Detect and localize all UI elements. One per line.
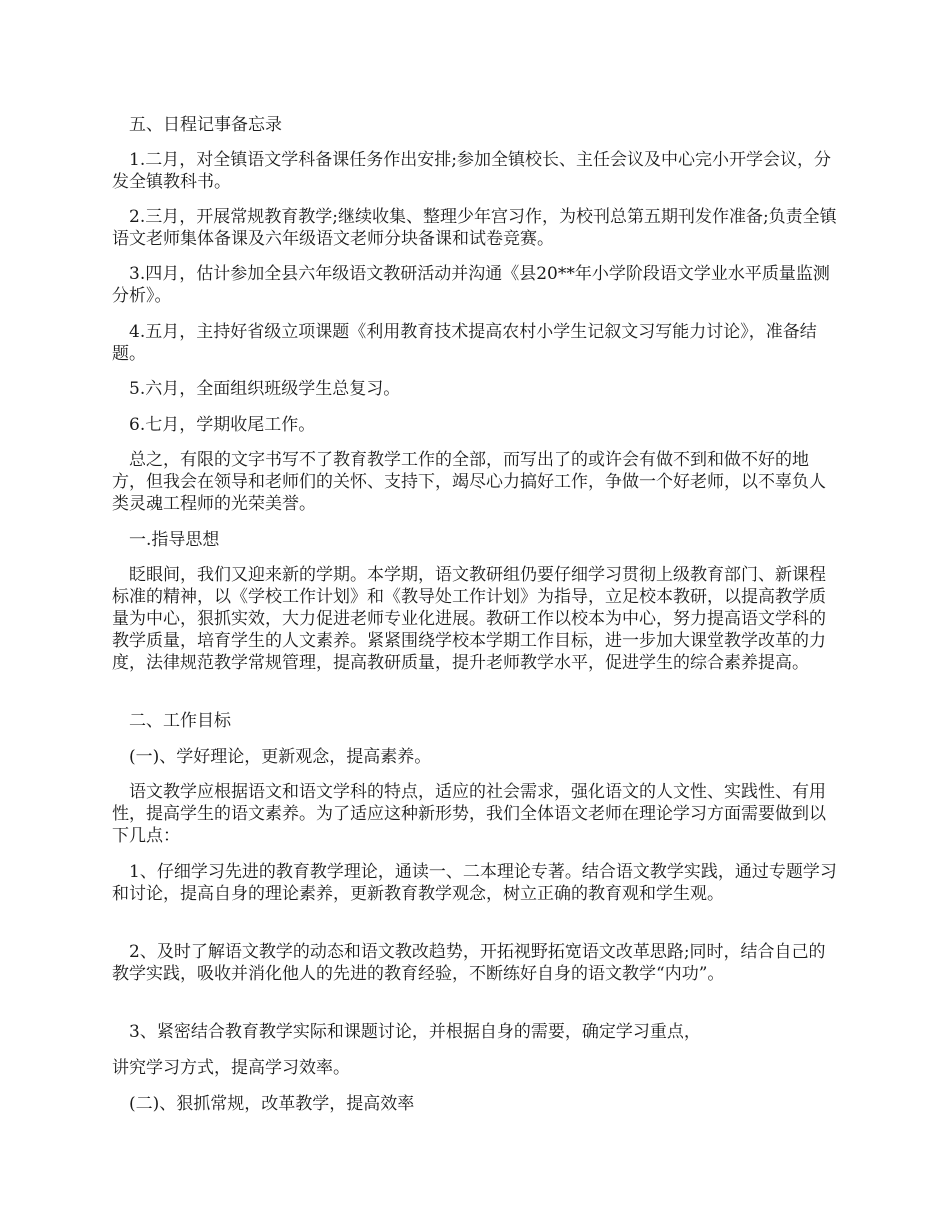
paragraph-chinese-teaching: 语文教学应根据语文和语文学科的特点，适应的社会需求，强化语文的人文性、实践性、有用性，提高学生的语文素养。为了适应这种新形势，我们全体语文老师在理论学习方面需要做到以下几点： xyxy=(112,782,826,846)
list-item-3: 3、紧密结合教育教学实际和课题讨论，并根据自身的需要，确定学习重点， xyxy=(112,1022,701,1042)
paragraph-april: 3.四月，估计参加全县六年级语文教研活动并沟通《县20**年小学阶段语文学业水平质量监测分析》。 xyxy=(112,264,830,306)
section-heading-work-goals: 二、工作目标 xyxy=(112,711,231,731)
paragraph-summary: 总之，有限的文字书写不了教育教学工作的全部，而写出了的或许会有做不到和做不好的地方，但我会在领导和老师们的关怀、支持下，竭尽心力搞好工作，争做一个好老师，以不辜负人类灵魂工程师的光荣美誉。 xyxy=(112,450,826,514)
list-item-2: 2、及时了解语文教学的动态和语文教改趋势，开拓视野拓宽语文改革思路;同时，结合自己的教学实践，吸收并消化他人的先进的教育经验，不断练好自身的语文教学“内功”。 xyxy=(112,942,826,984)
section-heading-guiding-ideology: 一.指导思想 xyxy=(112,530,220,550)
list-item-3-continued: 讲究学习方式，提高学习效率。 xyxy=(112,1058,350,1078)
paragraph-july: 6.七月，学期收尾工作。 xyxy=(112,415,316,435)
paragraph-may: 4.五月，主持好省级立项课题《利用教育技术提高农村小学生记叙文习写能力讨论》，准备结题。 xyxy=(112,322,817,364)
subheading-routine: (二)、狠抓常规，改革教学，提高效率 xyxy=(112,1094,415,1114)
section-heading-memo: 五、日程记事备忘录 xyxy=(112,115,282,135)
list-item-1: 1、仔细学习先进的教育教学理论，通读一、二本理论专著。结合语文教学实践，通过专题学习和讨论，提高自身的理论素养，更新教育教学观念，树立正确的教育观和学生观。 xyxy=(112,862,837,904)
paragraph-march: 2.三月，开展常规教育教学;继续收集、整理少年宫习作，为校刊总第五期刊发作准备;负责全镇语文老师集体备课及六年级语文老师分块备课和试卷竞赛。 xyxy=(112,207,837,249)
paragraph-february: 1.二月，对全镇语文学科备课任务作出安排;参加全镇校长、主任会议及中心完小开学会议，分发全镇教科书。 xyxy=(112,150,831,192)
paragraph-june: 5.六月，全面组织班级学生总复习。 xyxy=(112,379,401,399)
subheading-theory: (一)、学好理论，更新观念，提高素养。 xyxy=(112,747,432,767)
paragraph-guiding-ideology: 眨眼间，我们又迎来新的学期。本学期，语文教研组仍要仔细学习贯彻上级教育部门、新课程标准的精神，以《学校工作计划》和《教导处工作计划》为指导，立足校本教研，以提高教学质量为中心，狠抓实效，大力促进老师专业化进展。教研工作以校本为中心，努力提高语文学科的教学质量，培育学生的人文素养。紧紧围绕学校本学期工作目标，进一步加大课堂教学改革的力度，法律规范教学常规管理，提高教研质量，提升老师教学水平，促进学生的综合素养提高。 xyxy=(112,565,826,673)
